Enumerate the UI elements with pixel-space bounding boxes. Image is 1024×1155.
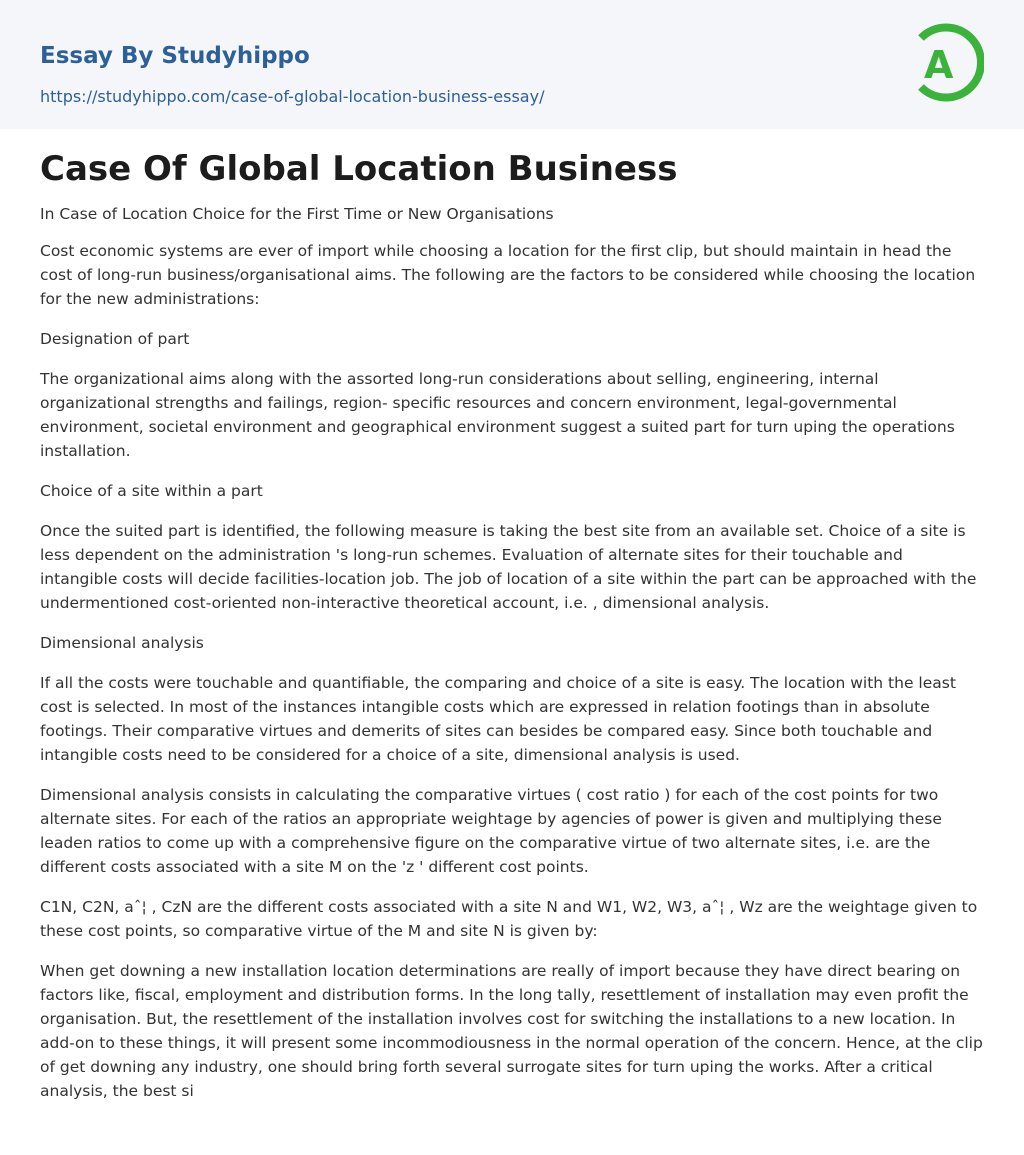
site-title: Essay By Studyhippo bbox=[40, 43, 310, 69]
paragraph: Cost economic systems are ever of import while choosing a location for the first clip, but should maintain in head the cost of long-run business/organisational aims. The following are the factors to be considered while choosing the location for the new administrations: bbox=[40, 242, 976, 308]
section-heading: Dimensional analysis bbox=[40, 634, 204, 652]
paragraph: C1N, C2N, aˆ¦ , CzN are the different costs associated with a site N and W1, W2, W3, aˆ¦ , Wz are the weightage given to these cost points, so comparative virtue of the M and site N is given by: bbox=[40, 898, 978, 940]
essay-title: Case Of Global Location Business bbox=[40, 149, 678, 189]
section-heading: Designation of part bbox=[40, 330, 190, 348]
essay-subtitle: In Case of Location Choice for the First Time or New Organisations bbox=[40, 205, 554, 223]
studyhippo-logo-icon[interactable] bbox=[899, 20, 984, 105]
paragraph: When get downing a new installation location determinations are really of import because they have direct bearing on factors like, fiscal, employment and distribution forms. In the long tally, resettlement of installation may even profit the organisation. But, the resettlement of the installation involves cost for switching the installations to a new location. In add-on to these things, it will present some incommodiousness in the normal operation of the concern. Hence, at the clip of get downing any industry, one should bring forth several surrogate sites for turn uping the works. After a critical analysis, the best si bbox=[40, 962, 983, 1100]
paragraph: Dimensional analysis consists in calculating the comparative virtues ( cost ratio ) for each of the cost points for two alternate sites. For each of the ratios an appropriate weightage by agencies of power is given and multiplying these leaden ratios to come up with a comprehensive figure on the comparative virtue of two alternate sites, i.e. are the different costs associated with a site M on the 'z ' different cost points. bbox=[40, 786, 942, 876]
section-heading: Choice of a site within a part bbox=[40, 482, 263, 500]
paragraph: The organizational aims along with the assorted long-run considerations about selling, engineering, internal organizational strengths and failings, region- specific resources and concern environment, legal-governmental environment, societal environment and geographical environment suggest a suited part for turn uping the operations installation. bbox=[40, 370, 955, 460]
site-header bbox=[0, 0, 1024, 129]
paragraph: If all the costs were touchable and quantifiable, the comparing and choice of a site is easy. The location with the least cost is selected. In most of the instances intangible costs which are expressed in relation footings than in absolute footings. Their comparative virtues and demerits of sites can besides be compared easy. Since both touchable and intangible costs need to be considered for a choice of a site, dimensional analysis is used. bbox=[40, 674, 956, 764]
essay-url-link[interactable]: https://studyhippo.com/case-of-global-location-business-essay/ bbox=[40, 87, 545, 106]
essay-content bbox=[0, 149, 1024, 1103]
paragraph: Once the suited part is identified, the following measure is taking the best site from an available set. Choice of a site is less dependent on the administration 's long-run schemes. Evaluation of alternate sites for their touchable and intangible costs will decide facilities-location job. The job of location of a site within the part can be approached with the undermentioned cost-oriented non-interactive theoretical account, i.e. , dimensional analysis. bbox=[40, 522, 977, 612]
logo-letter: A bbox=[924, 43, 954, 87]
essay-body bbox=[40, 239, 984, 1103]
